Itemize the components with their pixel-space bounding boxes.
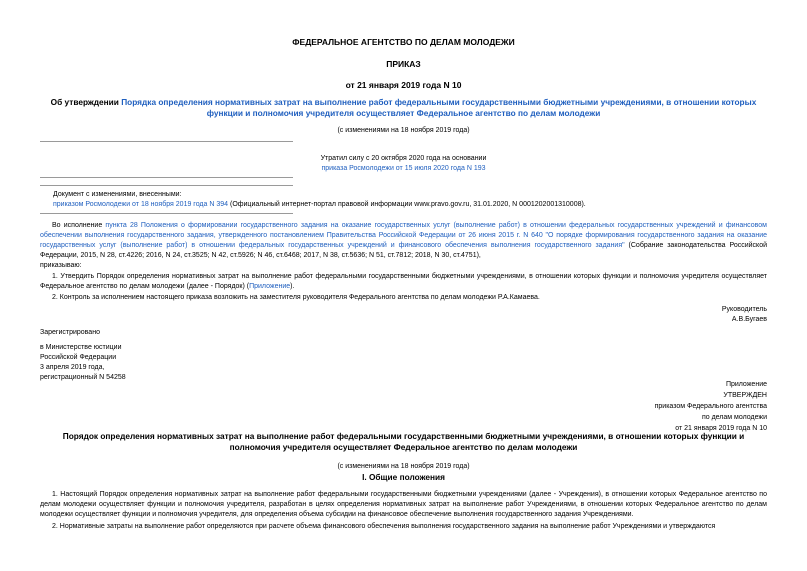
- preamble-rest: (Собрание законодательства Российской Федерации, 2015, N 28, ст.4226; 2016, N 24, ст.3525; N 42, ст.5926; N 46, ст.6468; 2017, N 38, ст.5636; N 51, ст.7812; 2018, N 30, ст.4751),: [40, 242, 768, 259]
- preamble-paragraph: [40, 221, 767, 261]
- registration-block: [40, 328, 290, 383]
- appendix-line: от 21 января 2019 года N 10: [675, 425, 767, 432]
- lost-force-text: Утратил силу с 20 октября 2020 года на основании: [320, 155, 487, 162]
- amended-doc-rest: (Официальный интернет-портал правовой информации www.pravo.gov.ru, 31.01.2020, N 0001202001310008).: [228, 201, 586, 208]
- registration-line: в Министерстве юстиции: [40, 344, 122, 351]
- divider: [40, 141, 293, 142]
- amend-note: (с изменениями на 18 ноября 2019 года): [337, 127, 470, 134]
- divider: [40, 213, 293, 214]
- preamble-link[interactable]: пункта 28 Положения о формировании государственного задания на оказание государственных услуг (выполнение работ) в отношении федеральных государственных учреждений и финансовом обеспечении выполнения государственного задания, утвержденного постановлением Правительства Российской Федерации от 26 июня 2015 г. N 640 "О порядке формирования государственного задания на оказание государственных услуг (выполнение работ) в отношении федеральных государственных учреждений и финансового обеспечения выполнения государственного задания": [40, 222, 767, 249]
- signature-name: А.В.Бугаев: [731, 316, 767, 323]
- signature-role: Руководитель: [721, 306, 767, 313]
- section-heading: I. Общие положения: [362, 472, 445, 482]
- agency-name: ФЕДЕРАЛЬНОЕ АГЕНТСТВО ПО ДЕЛАМ МОЛОДЕЖИ: [292, 37, 515, 47]
- procedure-title: Порядок определения нормативных затрат на выполнение работ федеральными государственными бюджетными учреждениями, в отношении которых функции и полномочия учредителя осуществляет Федеральное агентство по делам молодежи: [62, 431, 745, 452]
- registration-line: 3 апреля 2019 года,: [40, 364, 105, 371]
- procedure-paragraph-2: [40, 522, 767, 532]
- registration-line: Российской Федерации: [40, 354, 117, 361]
- divider: [40, 177, 293, 178]
- preamble: [40, 221, 767, 271]
- order-word: приказываю:: [40, 262, 82, 269]
- paragraph-text: 2. Нормативные затраты на выполнение работ определяются при расчете объема финансового обеспечения выполнения государственного задания на выполнение работ Учреждениями и утверждаются: [52, 523, 716, 530]
- appendix-line: по делам молодежи: [701, 414, 767, 421]
- doc-title: [40, 97, 767, 118]
- signature-block: [560, 305, 767, 325]
- appendix-line: приказом Федерального агентства: [654, 403, 767, 410]
- appendix-block: [560, 379, 767, 434]
- procedure-paragraph-1: [40, 490, 767, 520]
- order-item-1: [40, 272, 767, 292]
- order-item-1-end: ).: [290, 283, 295, 290]
- amended-doc-label: Документ с изменениями, внесенными:: [53, 191, 182, 198]
- divider: [40, 185, 293, 186]
- registration-line: регистрационный N 54258: [40, 374, 126, 381]
- amended-doc-block: [53, 190, 773, 210]
- lost-force-link[interactable]: приказа Росмолодежи от 15 июля 2020 года N 193: [321, 165, 486, 172]
- order-item-2: 2. Контроль за исполнением настоящего приказа возложить на заместителя руководителя Федерального агентства по делам молодежи Р.А.Камаева.: [52, 294, 540, 301]
- lost-force-note: [260, 154, 547, 174]
- registration-line: Зарегистрировано: [40, 329, 100, 336]
- appendix-link[interactable]: Приложение: [249, 283, 291, 290]
- appendix-line: Приложение: [725, 381, 767, 388]
- amended-doc-line: [53, 200, 773, 210]
- doc-date-number: от 21 января 2019 года N 10: [345, 80, 462, 90]
- procedure-amend-note: (с изменениями на 18 ноября 2019 года): [337, 463, 470, 470]
- order-item-1-text: 1. Утвердить Порядок определения нормативных затрат на выполнение работ федеральными государственными бюджетными учреждениями, в отношении которых функции и полномочия учредителя осуществляет Федеральное агентство по делам молодежи (далее - Порядок) (: [40, 273, 767, 290]
- amended-doc-link[interactable]: приказом Росмолодежи от 18 ноября 2019 года N 394: [53, 201, 229, 208]
- doc-type: ПРИКАЗ: [386, 59, 421, 69]
- paragraph-text: 1. Настоящий Порядок определения нормативных затрат на выполнение работ федеральными государственными бюджетными учреждениями (далее - Учреждения), в отношении которых Федеральное агентство по делам молодежи осуществляет функции и полномочия учредителя, разработан в целях определения нормативных затрат на выполнение работ Учреждениями, в отношении которых Федеральное агентство по делам молодежи осуществляет функции и полномочия учредителя, для определения объема субсидии на финансовое обеспечение выполнения государственного задания Учреждениями.: [40, 491, 767, 518]
- title-link[interactable]: Порядка определения нормативных затрат на выполнение работ федеральными государственными бюджетными учреждениями, в отношении которых функции и полномочия учредителя осуществляет Федеральное агентство по делам молодежи: [121, 97, 757, 118]
- title-prefix: Об утверждении: [50, 97, 122, 107]
- appendix-line: УТВЕРЖДЕН: [723, 392, 767, 399]
- preamble-start: Во исполнение: [52, 222, 106, 229]
